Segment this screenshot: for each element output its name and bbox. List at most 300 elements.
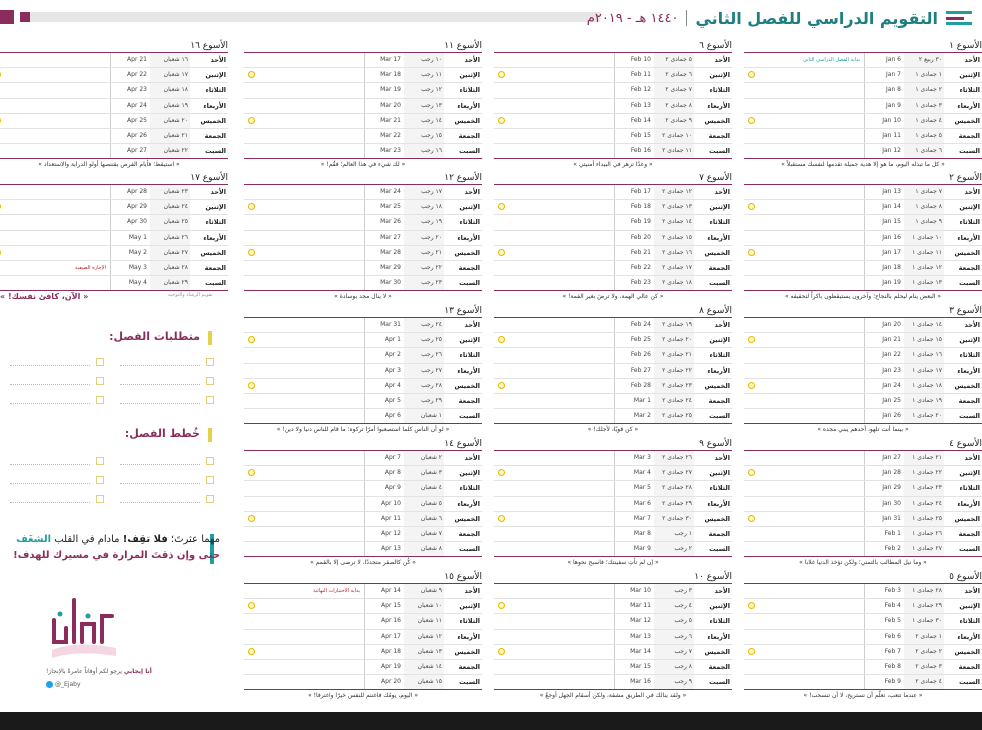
hijri-date: ٣ جمادى ٢	[904, 660, 944, 674]
gregorian-date: 10 Feb	[614, 53, 654, 67]
hijri-date: ١٩ رجب	[404, 215, 444, 229]
day-row	[494, 114, 732, 129]
gregorian-date: 12 Apr	[364, 527, 404, 541]
hijri-date: ١٨ رجب	[404, 200, 444, 214]
hijri-date: ٦ رجب	[654, 630, 694, 644]
day-name: الثلاثاء	[205, 218, 226, 227]
day-note	[0, 215, 110, 229]
day-note	[494, 348, 614, 362]
hijri-date: ٣٠ جمادى ١	[904, 614, 944, 628]
week-title: الأسوع ١٧	[190, 173, 228, 183]
hijri-date: ١١ رجب	[404, 68, 444, 82]
week-table	[244, 450, 482, 557]
week-table	[494, 184, 732, 291]
hijri-date: ٢٤ جمادى ١	[904, 497, 944, 511]
day-name: الخميس	[954, 647, 980, 656]
day-row	[244, 246, 482, 261]
week-quote: « كل ما تبذله اليوم، ما هو إلا هدية جميلة تقدمها لنفسك مستقبلاً »	[781, 161, 945, 169]
hijri-date: ٤ شعبان	[404, 481, 444, 495]
hijri-date: ١٤ شعبان	[404, 660, 444, 674]
week-title: الأسوع ٧	[699, 173, 732, 183]
day-note	[744, 215, 864, 229]
day-name: الجمعة	[458, 663, 480, 672]
hijri-date: ٢٦ رجب	[404, 348, 444, 362]
hijri-date: ١٤ جمادى ٢	[654, 215, 694, 229]
day-name: الثلاثاء	[959, 617, 980, 626]
hijri-date: ١٨ جمادى ٢	[654, 276, 694, 290]
day-name: الأحد	[714, 454, 730, 463]
hijri-date: ٦ جمادى ٢	[654, 68, 694, 82]
day-name: السبت	[205, 147, 226, 156]
blank-line	[10, 403, 90, 404]
slogan-part-d: الشغَف	[16, 534, 52, 545]
day-note	[494, 497, 614, 511]
day-name: الإثنين	[459, 336, 480, 345]
day-row	[494, 645, 732, 660]
week-table	[244, 583, 482, 690]
gregorian-date: 24 Mar	[364, 185, 404, 199]
gregorian-date: 23 Jan	[864, 364, 904, 378]
day-note	[244, 200, 364, 214]
blank-line	[10, 365, 90, 366]
legend-text: تقويم الرشاد والتوجيه	[168, 292, 213, 298]
brand-line	[46, 668, 152, 675]
hijri-date: ١٧ رجب	[404, 185, 444, 199]
week-block	[0, 172, 228, 303]
day-note	[494, 215, 614, 229]
gregorian-date: 12 Feb	[614, 83, 654, 97]
day-note	[494, 333, 614, 347]
hijri-date: ٨ جمادى ٢	[654, 99, 694, 113]
day-row	[494, 527, 732, 542]
hijri-date: ١٠ رجب	[404, 53, 444, 67]
day-note	[744, 364, 864, 378]
gregorian-date: 10 Apr	[364, 497, 404, 511]
hijri-date: ١٩ شعبان	[150, 99, 190, 113]
day-note	[244, 614, 364, 628]
hijri-date: ٢ جمادى ١	[904, 83, 944, 97]
day-row	[244, 451, 482, 466]
day-note	[244, 409, 364, 423]
checkbox[interactable]	[206, 476, 214, 484]
day-name: الخميس	[200, 116, 226, 125]
week-title: الأسوع ٢	[949, 173, 982, 183]
day-note	[744, 318, 864, 332]
week-title: الأسوع ١٥	[444, 572, 482, 582]
gregorian-date: 18 Apr	[364, 645, 404, 659]
week-table	[0, 52, 228, 159]
hijri-date: ٨ رجب	[654, 660, 694, 674]
gregorian-date: 16 Mar	[614, 675, 654, 689]
hijri-date: ٢٧ رجب	[404, 364, 444, 378]
hijri-date: ٢٢ جمادى ١	[904, 466, 944, 480]
gregorian-date: 19 Mar	[364, 83, 404, 97]
day-note	[0, 231, 110, 245]
gregorian-date: 15 Jan	[864, 215, 904, 229]
day-note	[494, 466, 614, 480]
day-note	[494, 527, 614, 541]
day-row	[744, 409, 982, 423]
day-row	[744, 660, 982, 675]
gregorian-date: 10 Jan	[864, 114, 904, 128]
hijri-date: ٢ شعبان	[404, 451, 444, 465]
week-quote: « كُن كالصقر متجددًا، لا ترضى إلا بالقمم »	[310, 559, 416, 567]
week-table	[494, 52, 732, 159]
day-name: الإثنين	[959, 336, 980, 345]
week-title: الأسوع ١٠	[694, 572, 732, 582]
week-block	[744, 571, 982, 702]
gregorian-date: 3 Mar	[614, 451, 654, 465]
day-name: الجمعة	[708, 530, 730, 539]
day-note	[744, 246, 864, 260]
day-name: الخميس	[454, 248, 480, 257]
day-row	[244, 144, 482, 158]
day-row	[0, 276, 228, 290]
week-quote: « اليوم، يومُك فاغتنم للنفس خيرًا واغترفا! »	[308, 692, 418, 700]
twitter-handle[interactable]	[46, 681, 81, 688]
day-note	[244, 512, 364, 526]
hijri-date: ١٣ رجب	[404, 99, 444, 113]
checkbox[interactable]	[96, 457, 104, 465]
day-name: الخميس	[704, 514, 730, 523]
week-block	[244, 438, 482, 569]
gregorian-date: 7 Feb	[864, 645, 904, 659]
gregorian-date: 27 Apr	[110, 144, 150, 158]
day-row	[494, 542, 732, 556]
week-table	[744, 317, 982, 424]
day-row	[0, 200, 228, 215]
gregorian-date: 20 Mar	[364, 99, 404, 113]
day-row	[0, 53, 228, 68]
day-name: الجمعة	[204, 264, 226, 273]
week-block	[744, 438, 982, 569]
day-note	[244, 481, 364, 495]
day-name: الثلاثاء	[709, 351, 730, 360]
checkbox[interactable]	[96, 495, 104, 503]
day-name: الأحد	[464, 321, 480, 330]
day-name: الجمعة	[958, 397, 980, 406]
day-name: الجمعة	[204, 132, 226, 141]
day-name: الإثنين	[709, 203, 730, 212]
hijri-date: ١ جمادى ١	[904, 68, 944, 82]
hijri-date: ٢٥ جمادى ٢	[654, 409, 694, 423]
day-note	[244, 114, 364, 128]
week-title: الأسوع ٦	[699, 41, 732, 51]
day-name: الثلاثاء	[959, 484, 980, 493]
hijri-date: ١٩ جمادى ١	[904, 394, 944, 408]
gregorian-date: 1 Apr	[364, 333, 404, 347]
week-quote: « عندما تتعب، تعلّم أن تستريح، لا أن تنسحب! »	[803, 692, 923, 700]
day-name: الأحد	[464, 188, 480, 197]
sun-icon	[248, 117, 255, 124]
day-name: الخميس	[954, 381, 980, 390]
hijri-date: ٢٤ شعبان	[150, 200, 190, 214]
day-name: الجمعة	[708, 397, 730, 406]
gregorian-date: 16 Apr	[364, 614, 404, 628]
day-note	[244, 83, 364, 97]
hijri-date: ٢٦ جمادى ٢	[654, 451, 694, 465]
checkbox[interactable]	[96, 476, 104, 484]
day-name: السبت	[959, 279, 980, 288]
gregorian-date: 1 Feb	[864, 527, 904, 541]
checkbox[interactable]	[206, 377, 214, 385]
checkbox[interactable]	[206, 358, 214, 366]
gregorian-date: 5 Apr	[364, 394, 404, 408]
day-note	[744, 675, 864, 689]
slogan-part-b: فلا تقِف!	[122, 534, 168, 545]
week-table	[744, 450, 982, 557]
hijri-date: ٦ جمادى ١	[904, 144, 944, 158]
gregorian-date: 17 Apr	[364, 630, 404, 644]
sun-icon	[498, 117, 505, 124]
day-row	[494, 466, 732, 481]
gregorian-date: 16 Feb	[614, 144, 654, 158]
week-quote: « البعض ينام ليحلم بالنجاح؛ وآخرون يستيقظون باكراً لتحقيقه »	[784, 293, 942, 301]
menu-lines-icon	[946, 11, 972, 25]
day-row	[494, 481, 732, 496]
hijri-date: ٧ جمادى ٢	[654, 83, 694, 97]
day-row	[494, 614, 732, 629]
day-note	[244, 68, 364, 82]
day-row	[744, 542, 982, 556]
gregorian-date: 3 Feb	[864, 584, 904, 598]
hijri-date: ٢٥ جمادى ١	[904, 512, 944, 526]
day-name: الأحد	[714, 188, 730, 197]
gregorian-date: 29 Apr	[110, 200, 150, 214]
day-row	[244, 215, 482, 230]
day-name: الثلاثاء	[709, 484, 730, 493]
week-quote: « وما نيل المطالب بالتمني؛ ولكن تؤخذ الدنيا غلابا »	[799, 559, 927, 567]
day-name: الأربعاء	[957, 366, 980, 375]
page-title: التقويم الدراسي للفصل الثاني	[695, 8, 938, 28]
slogan-line-2	[13, 550, 220, 561]
day-row	[744, 276, 982, 290]
day-row	[244, 83, 482, 98]
gregorian-date: 17 Feb	[614, 185, 654, 199]
checkbox[interactable]	[96, 377, 104, 385]
gregorian-date: 12 Mar	[614, 614, 654, 628]
gregorian-date: 7 Jan	[864, 68, 904, 82]
week-quote: « ولقد ينالك في الطريق مشقة، ولكن أسقام الجهل أوجعُ »	[539, 692, 687, 700]
day-row	[744, 466, 982, 481]
gregorian-date: 21 Mar	[364, 114, 404, 128]
title-divider	[686, 10, 687, 26]
day-note	[0, 99, 110, 113]
day-name: الأربعاء	[957, 632, 980, 641]
hijri-date: ٢١ جمادى ٢	[654, 348, 694, 362]
day-name: السبت	[709, 147, 730, 156]
gregorian-date: 26 Mar	[364, 215, 404, 229]
hijri-date: ٢١ جمادى ١	[904, 451, 944, 465]
week-table	[0, 184, 228, 291]
checkbox[interactable]	[96, 358, 104, 366]
day-row	[494, 675, 732, 689]
day-name: الأحد	[714, 587, 730, 596]
day-row	[744, 144, 982, 158]
week-block	[744, 40, 982, 171]
gregorian-date: 30 Mar	[364, 276, 404, 290]
day-row	[744, 527, 982, 542]
hijri-date: ٢٨ جمادى ٢	[654, 481, 694, 495]
checkbox[interactable]	[206, 457, 214, 465]
day-note	[494, 630, 614, 644]
day-note	[494, 68, 614, 82]
hijri-date: ١ شعبان	[404, 409, 444, 423]
day-row	[494, 364, 732, 379]
day-name: الجمعة	[458, 530, 480, 539]
day-name: الخميس	[704, 647, 730, 656]
gregorian-date: 7 Mar	[614, 512, 654, 526]
day-note	[494, 99, 614, 113]
blank-line	[120, 483, 200, 484]
hijri-date: ٢٧ جمادى ١	[904, 542, 944, 556]
day-name: الأحد	[964, 321, 980, 330]
gregorian-date: 2 Mar	[614, 409, 654, 423]
day-name: الجمعة	[458, 132, 480, 141]
day-note	[244, 144, 364, 158]
handle-text: @_Ejaby	[55, 681, 81, 688]
day-row	[494, 584, 732, 599]
gregorian-date: 23 Feb	[614, 276, 654, 290]
sun-icon	[248, 382, 255, 389]
gregorian-date: 4 Feb	[864, 599, 904, 613]
day-note	[744, 114, 864, 128]
gregorian-date: 9 Mar	[614, 542, 654, 556]
hijri-date: ٥ جمادى ١	[904, 129, 944, 143]
gregorian-date: 28 Apr	[110, 185, 150, 199]
day-name: الأربعاء	[707, 233, 730, 242]
day-row	[244, 599, 482, 614]
day-row	[0, 215, 228, 230]
day-note	[744, 599, 864, 613]
day-note	[0, 276, 110, 290]
day-note	[244, 185, 364, 199]
day-row	[244, 231, 482, 246]
hijri-date: ٢٨ جمادى ١	[904, 584, 944, 598]
gregorian-date: 27 Jan	[864, 451, 904, 465]
day-name: الجمعة	[708, 663, 730, 672]
gregorian-date: 2 Apr	[364, 348, 404, 362]
hijri-date: ١ جمادى ٢	[904, 630, 944, 644]
sun-icon	[498, 249, 505, 256]
reward-text: « الآن، كافئ نفسك! »	[0, 292, 89, 301]
day-note	[744, 451, 864, 465]
day-note	[494, 614, 614, 628]
day-note	[244, 364, 364, 378]
week-block	[744, 305, 982, 436]
day-row	[494, 660, 732, 675]
gregorian-date: 24 Jan	[864, 379, 904, 393]
day-row	[244, 185, 482, 200]
hijri-date: ٢٤ رجب	[404, 318, 444, 332]
hijri-date: ١٦ شعبان	[150, 53, 190, 67]
hijri-date: ٢ رجب	[654, 542, 694, 556]
gregorian-date: 1 May	[110, 231, 150, 245]
bottom-band	[0, 712, 982, 730]
week-quote: « بينما أنت تلهو، أحدهم يبني مجده »	[817, 426, 909, 434]
week-table	[494, 317, 732, 424]
day-row	[244, 645, 482, 660]
day-name: الإثنين	[709, 469, 730, 478]
day-note	[744, 276, 864, 290]
day-note	[0, 53, 110, 67]
hijri-date: ٢٣ رجب	[404, 276, 444, 290]
day-row	[244, 481, 482, 496]
gregorian-date: 8 Jan	[864, 83, 904, 97]
day-name: الأحد	[464, 454, 480, 463]
page-header	[587, 4, 972, 32]
hijri-date: ١٢ جمادى ١	[904, 261, 944, 275]
gregorian-date: 11 Mar	[614, 599, 654, 613]
day-note	[494, 53, 614, 67]
day-row	[244, 333, 482, 348]
day-row	[494, 497, 732, 512]
hijri-date: ١٦ جمادى ١	[904, 348, 944, 362]
gregorian-date: 29 Mar	[364, 261, 404, 275]
day-note	[494, 645, 614, 659]
hijri-date: ١ رجب	[654, 527, 694, 541]
day-row	[744, 645, 982, 660]
day-row	[494, 394, 732, 409]
day-name: السبت	[459, 412, 480, 421]
day-note	[244, 231, 364, 245]
day-name: السبت	[459, 279, 480, 288]
day-note	[494, 542, 614, 556]
day-name: الجمعة	[708, 132, 730, 141]
gregorian-date: 11 Apr	[364, 512, 404, 526]
day-row	[744, 246, 982, 261]
checkbox[interactable]	[206, 495, 214, 503]
gregorian-date: 20 Feb	[614, 231, 654, 245]
gregorian-date: 8 Feb	[864, 660, 904, 674]
hijri-date: ١٣ شعبان	[404, 645, 444, 659]
decor-bar-accent	[20, 12, 30, 22]
week-block	[494, 571, 732, 702]
day-name: الخميس	[454, 514, 480, 523]
hijri-date: ٣٠ ربيع ٢	[904, 53, 944, 67]
day-row	[244, 630, 482, 645]
week-title: الأسوع ١٢	[444, 173, 482, 183]
day-row	[244, 394, 482, 409]
day-row	[494, 231, 732, 246]
day-name: الخميس	[704, 116, 730, 125]
checkbox[interactable]	[206, 396, 214, 404]
hijri-date: ٣ شعبان	[404, 466, 444, 480]
day-note	[0, 185, 110, 199]
gregorian-date: 11 Jan	[864, 129, 904, 143]
gregorian-date: 4 May	[110, 276, 150, 290]
day-name: الثلاثاء	[205, 86, 226, 95]
day-name: الأربعاء	[707, 632, 730, 641]
day-note	[744, 660, 864, 674]
hijri-date: ٢٢ شعبان	[150, 144, 190, 158]
day-row	[494, 129, 732, 144]
day-name: السبت	[959, 412, 980, 421]
day-name: الإثنين	[959, 469, 980, 478]
day-row	[0, 83, 228, 98]
gregorian-date: 26 Apr	[110, 129, 150, 143]
gregorian-date: 26 Jan	[864, 409, 904, 423]
day-note	[244, 599, 364, 613]
day-name: الثلاثاء	[459, 218, 480, 227]
day-name: الأربعاء	[957, 499, 980, 508]
hijri-date: ١٦ رجب	[404, 144, 444, 158]
day-note	[244, 466, 364, 480]
plans-marker	[208, 428, 212, 442]
week-table	[744, 52, 982, 159]
checkbox[interactable]	[96, 396, 104, 404]
hijri-date: ١٢ جمادى ٢	[654, 185, 694, 199]
